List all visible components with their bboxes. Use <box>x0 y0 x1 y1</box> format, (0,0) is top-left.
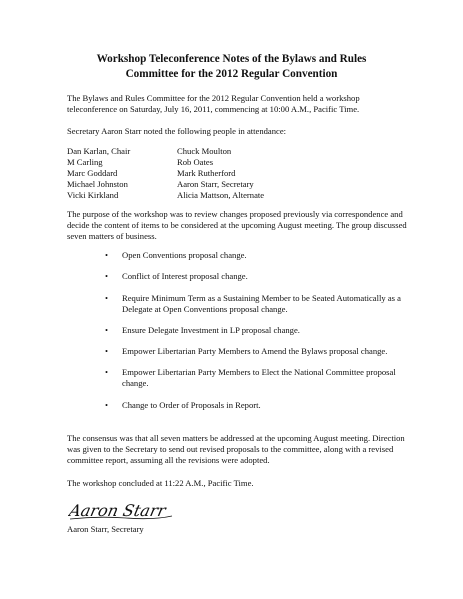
attendee-name-left: Dan Karlan, Chair <box>67 146 131 156</box>
attendance-intro: Secretary Aaron Starr noted the following people in attendance: <box>67 126 287 136</box>
matter-text: Empower Libertarian Party Members to Amend the Bylaws proposal change. <box>122 346 388 357</box>
attendee-row <box>67 190 397 201</box>
purpose-paragraph: The purpose of the workshop was to review changes proposed previously via correspondence and decide the content of items to be considered at the upcoming August meeting. The group discussed seven matters of business. <box>67 209 407 241</box>
bullet-icon: • <box>105 324 109 335</box>
bullet-icon: • <box>105 399 109 410</box>
matter-text: Change to Order of Proposals in Report. <box>122 399 261 410</box>
attendee-name-right: Rob Oates <box>177 156 214 167</box>
matter-text: Ensure Delegate Investment in LP proposal change. <box>122 324 300 335</box>
attendee-name-right: Alicia Mattson, Alternate <box>177 189 265 200</box>
attendee-row <box>67 146 397 157</box>
matter-item <box>105 293 405 315</box>
matters-list <box>105 250 405 421</box>
attendee-name-right: Aaron Starr, Secretary <box>177 178 254 189</box>
bullet-icon: • <box>105 367 109 378</box>
matter-text: Require Minimum Term as a Sustaining Member to be Seated Automatically as a Delegate at Open Conventions proposal change. <box>122 292 401 314</box>
bullet-icon: • <box>105 292 109 303</box>
matter-item <box>105 271 405 282</box>
attendee-row <box>67 157 397 168</box>
matter-item <box>105 400 405 411</box>
signature-text: Aaron Starr <box>68 501 168 520</box>
matter-item <box>105 325 405 336</box>
matter-item <box>105 346 405 357</box>
concluded-paragraph: The workshop concluded at 11:22 A.M., Pacific Time. <box>67 478 254 488</box>
matter-item <box>105 367 405 389</box>
intro-paragraph: The Bylaws and Rules Committee for the 2012 Regular Convention held a workshop teleconference on Saturday, July 16, 2011, commencing at 10:00 A.M., Pacific Time. <box>67 93 360 114</box>
attendee-name-left: Michael Johnston <box>67 178 128 189</box>
bullet-icon: • <box>105 271 109 282</box>
attendee-list <box>67 146 397 200</box>
bullet-icon: • <box>105 250 109 260</box>
document-title <box>60 52 403 81</box>
attendee-row <box>67 179 397 190</box>
matter-text: Conflict of Interest proposal change. <box>122 271 248 282</box>
consensus-paragraph: The consensus was that all seven matters be addressed at the upcoming August meeting. Direction was given to the Secretary to send out revised proposals to the committee, along with a revised committee report, assuming all the revisions were adopted. <box>67 433 405 465</box>
signatory-name: Aaron Starr, Secretary <box>67 524 144 534</box>
matter-item <box>105 250 405 261</box>
attendee-name-left: M Carling <box>67 156 103 167</box>
title-line-1: Workshop Teleconference Notes of the Bylaws and Rules <box>96 53 367 65</box>
handwritten-signature <box>68 499 178 523</box>
attendee-name-right: Mark Rutherford <box>177 167 236 178</box>
bullet-icon: • <box>105 346 109 357</box>
attendee-row <box>67 168 397 179</box>
attendee-name-left: Marc Goddard <box>67 167 118 178</box>
attendee-name-left: Vicki Kirkland <box>67 189 119 200</box>
attendee-name-right: Chuck Moulton <box>177 146 232 156</box>
matter-text: Empower Libertarian Party Members to Elect the National Committee proposal change. <box>122 367 396 389</box>
matter-text: Open Conventions proposal change. <box>122 250 247 260</box>
title-line-2: Committee for the 2012 Regular Convention <box>125 67 338 80</box>
